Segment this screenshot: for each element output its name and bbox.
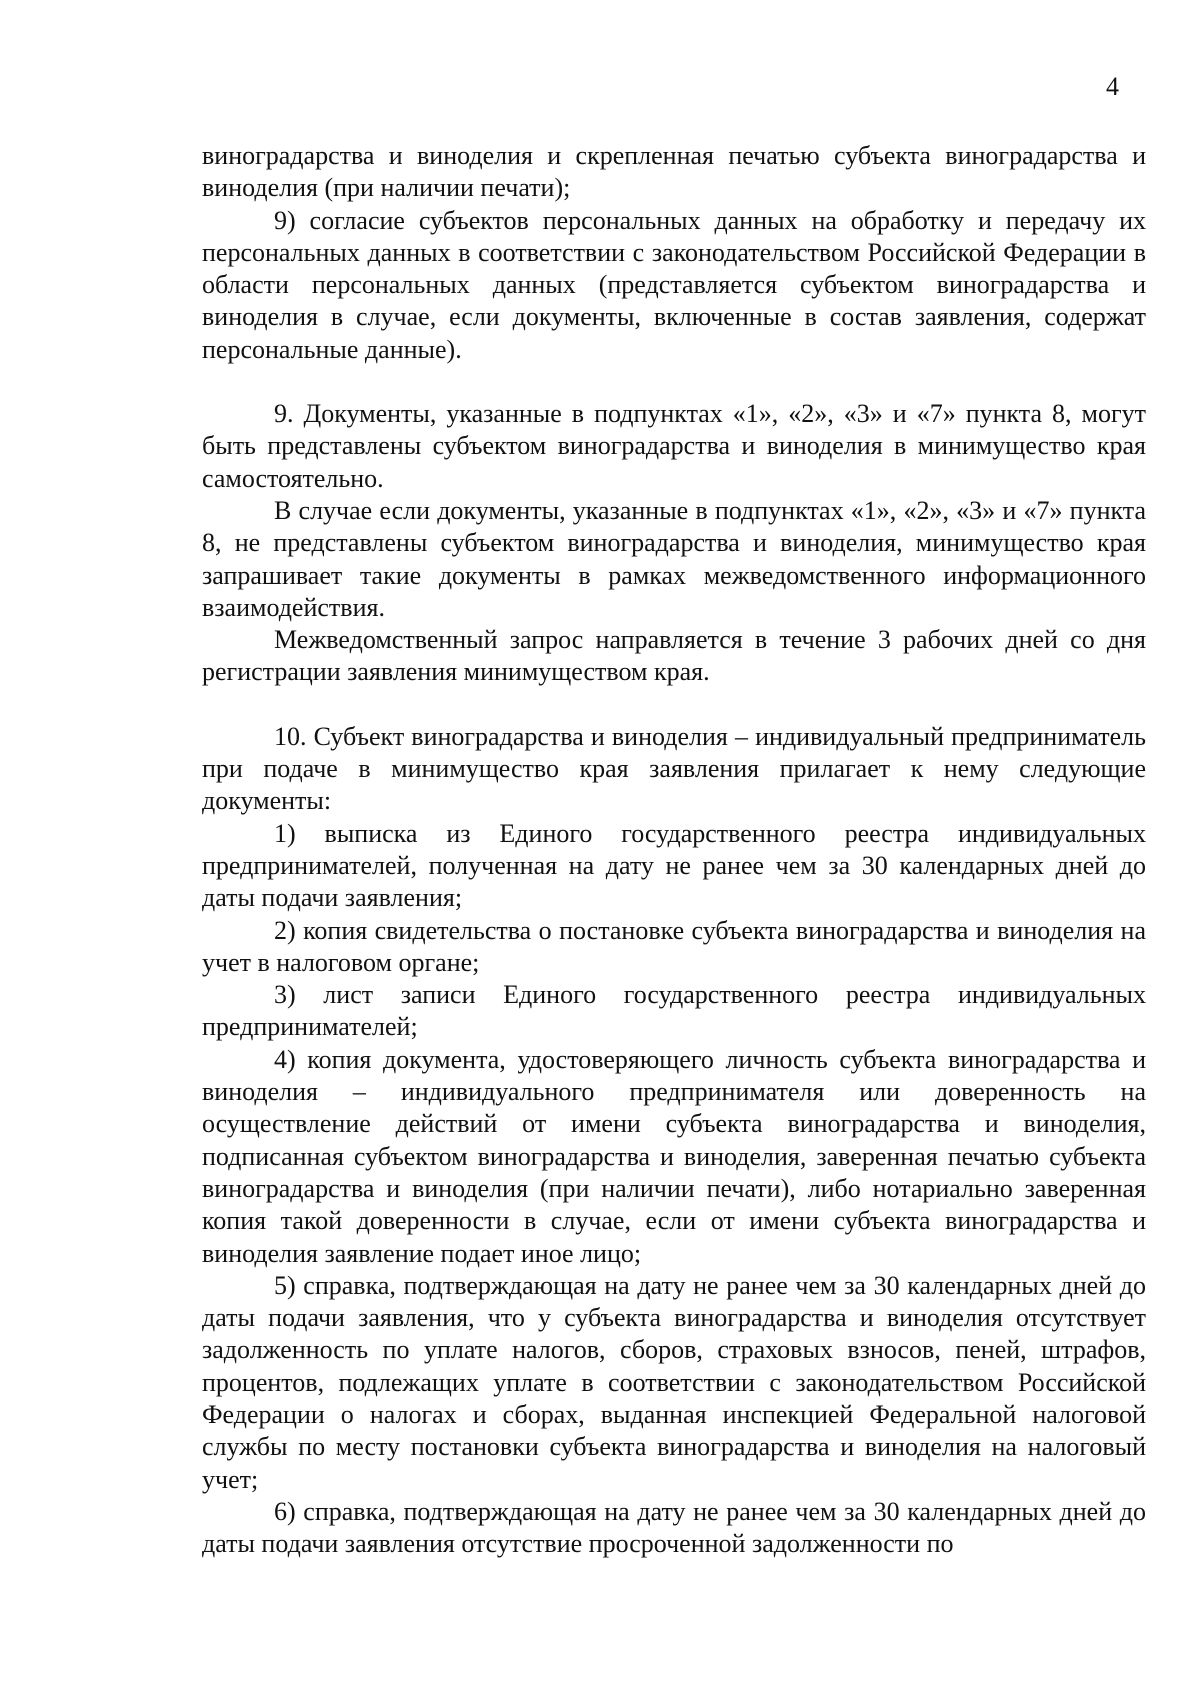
clause-10: 10. Субъект виноградарства и виноделия – индивидуальный предприниматель при подаче в минимущество края заявления прилагает к нему следующие документы: bbox=[202, 721, 1146, 816]
list-item-2: 2) копия свидетельства о постановке субъекта виноградарства и виноделия на учет в налоговом органе; bbox=[202, 915, 1146, 977]
list-item-9: 9) согласие субъектов персональных данных на обработку и передачу их персональных данных в соответствии с законодательством Российской Федерации в области персональных данных (представляется субъектом виноградарства и виноделия в случае, если документы, включенные в состав заявления, содержат персональные данные). bbox=[202, 205, 1146, 364]
paragraph-request-timing: Межведомственный запрос направляется в течение 3 рабочих дней со дня регистрации заявления минимуществом края. bbox=[202, 625, 1146, 687]
document-body bbox=[202, 140, 1146, 1560]
clause-9: 9. Документы, указанные в подпунктах «1», «2», «3» и «7» пункта 8, могут быть представлены субъектом виноградарства и виноделия в минимущество края самостоятельно. bbox=[202, 399, 1146, 493]
paragraph-interagency-request: В случае если документы, указанные в подпунктах «1», «2», «3» и «7» пункта 8, не представлены субъектом виноградарства и виноделия, минимущество края запрашивает такие документы в рамках межведомственного информационного взаимодействия. bbox=[202, 495, 1146, 622]
list-item-5: 5) справка, подтверждающая на дату не ранее чем за 30 календарных дней до даты подачи заявления, что у субъекта виноградарства и виноделия отсутствует задолженность по уплате налогов, сборов, страховых взносов, пеней, штрафов, процентов, подлежащих уплате в соответствии с законодательством Российской Федерации о налогах и сборах, выданная инспекцией Федеральной налоговой службы по месту постановки субъекта виноградарства и виноделия на налоговый учет; bbox=[202, 1270, 1146, 1494]
page-number: 4 bbox=[1106, 72, 1119, 101]
paragraph-continuation: виноградарства и виноделия и скрепленная печатью субъекта виноградарства и виноделия (при наличии печати); bbox=[202, 141, 1146, 203]
list-item-1: 1) выписка из Единого государственного реестра индивидуальных предпринимателей, полученная на дату не ранее чем за 30 календарных дней до даты подачи заявления; bbox=[202, 818, 1146, 913]
list-item-4: 4) копия документа, удостоверяющего личность субъекта виноградарства и виноделия – индивидуального предпринимателя или доверенность на осуществление действий от имени субъекта виноградарства и виноделия, подписанная субъектом виноградарства и виноделия, заверенная печатью субъекта виноградарства и виноделия (при наличии печати), либо нотариально заверенная копия такой доверенности в случае, если от имени субъекта виноградарства и виноделия заявление подает иное лицо; bbox=[202, 1044, 1146, 1268]
list-item-6: 6) справка, подтверждающая на дату не ранее чем за 30 календарных дней до даты подачи заявления отсутствие просроченной задолженности по bbox=[202, 1496, 1146, 1559]
list-item-3: 3) лист записи Единого государственного реестра индивидуальных предпринимателей; bbox=[202, 980, 1146, 1042]
